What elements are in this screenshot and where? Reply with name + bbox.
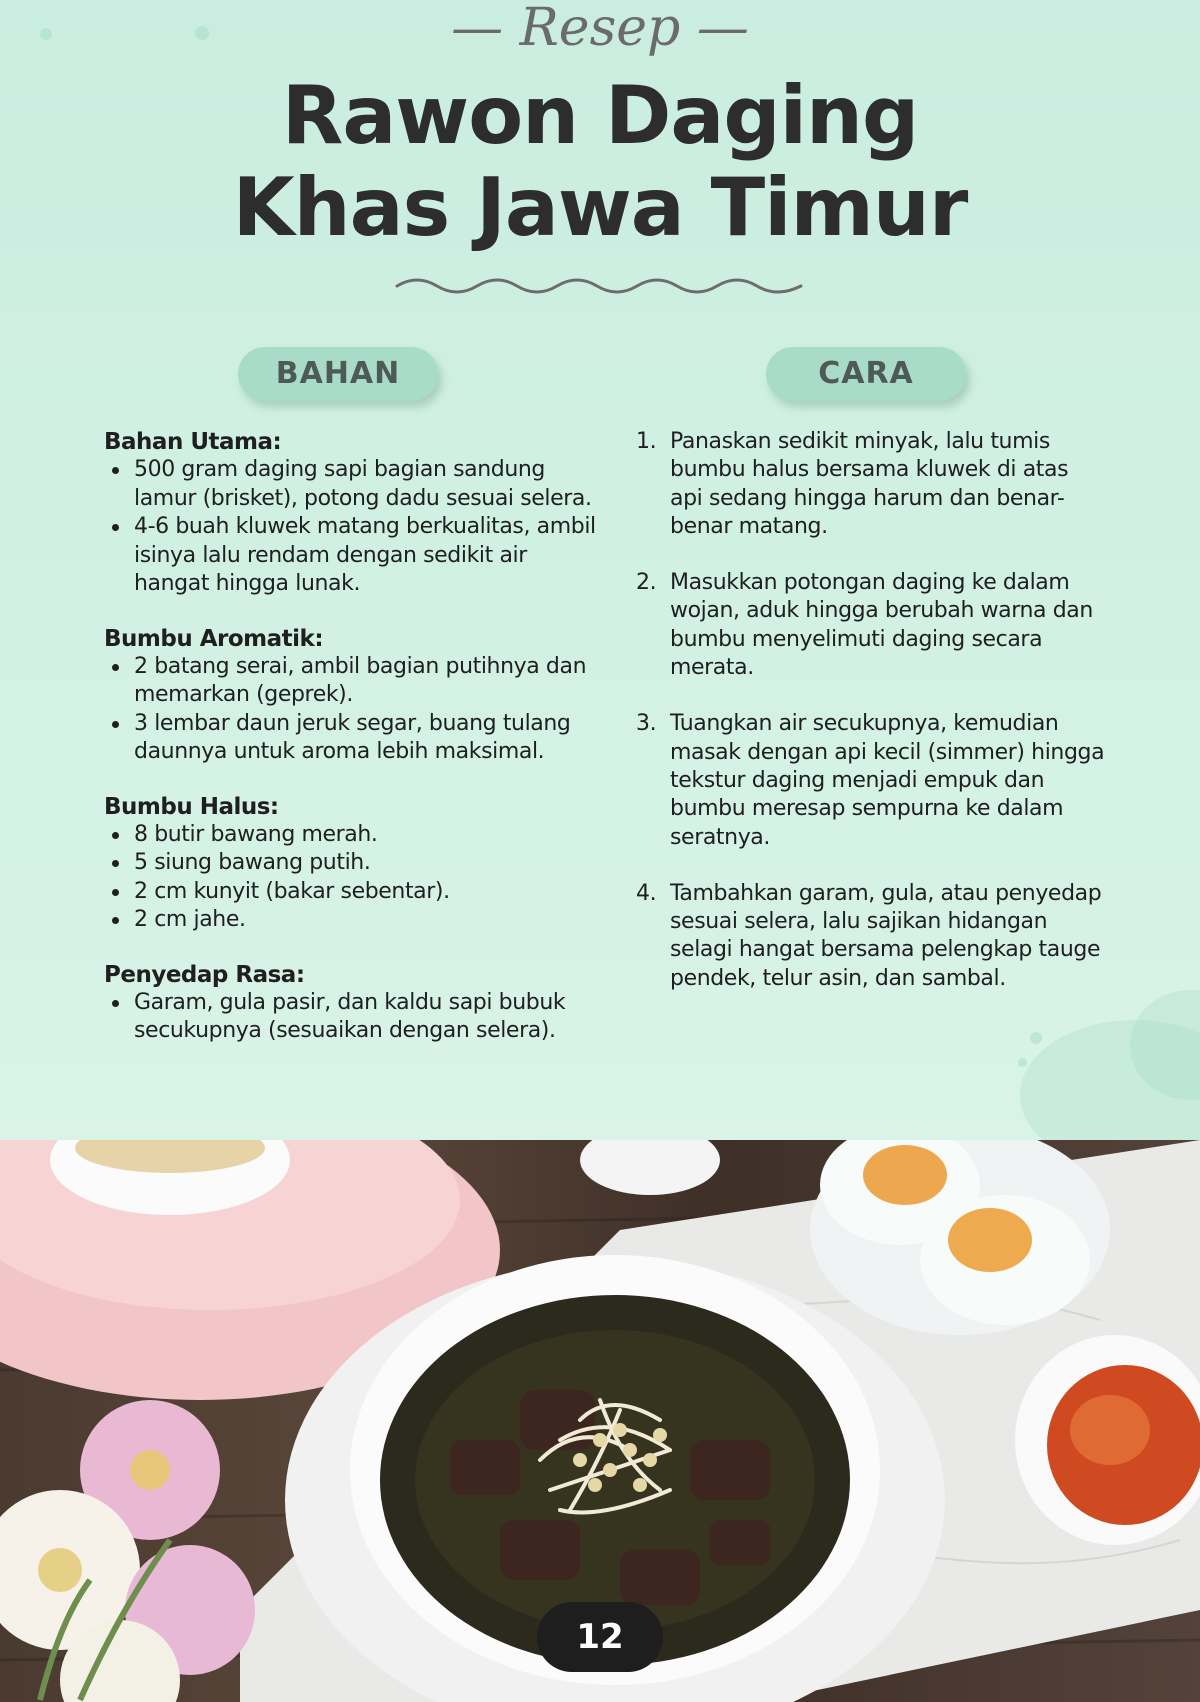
ingredient-group-title: Bumbu Halus: (104, 793, 279, 820)
ingredient-group-aromatic (104, 625, 604, 767)
steps-list (636, 428, 1106, 1021)
ingredient-item: 5 siung bawang putih. (104, 849, 604, 878)
egg-yolk (863, 1145, 947, 1205)
egg-yolk (948, 1208, 1032, 1272)
page-number-badge: 12 (537, 1602, 663, 1672)
watercolor-splash (1030, 1032, 1042, 1044)
step-item (636, 428, 1106, 541)
page-title (0, 70, 1200, 254)
ingredient-group-title: Bahan Utama: (104, 429, 282, 455)
white-cup (580, 1140, 720, 1195)
ingredient-item: 2 cm kunyit (bakar sebentar). (104, 878, 604, 907)
step-number: 3. (636, 711, 657, 737)
ingredient-item: 4-6 buah kluwek matang berkualitas, ambil isinya lalu rendam dengan sedikit air hangat hingga lunak. (104, 513, 604, 599)
step-item (636, 710, 1106, 851)
step-number: 2. (636, 570, 657, 596)
ingredient-group-paste (104, 793, 604, 935)
steps-header: CARA (766, 347, 966, 401)
ingredient-item: 2 batang serai, ambil bagian putihnya dan memarkan (geprek). (104, 653, 604, 710)
step-text: Tuangkan air secukupnya, kemudian masak dengan api kecil (simmer) hingga tekstur daging menjadi empuk dan bumbu meresap sempurna ke dalam seratnya. (670, 711, 1105, 850)
ingredient-group-seasoning (104, 961, 604, 1046)
ingredient-item: Garam, gula pasir, dan kaldu sapi bubuk secukupnya (sesuaikan dengan selera). (104, 989, 604, 1046)
ingredients-list (104, 428, 604, 1072)
ingredient-item: 8 butir bawang merah. (104, 821, 604, 850)
step-text: Masukkan potongan daging ke dalam wojan, aduk hingga berubah warna dan bumbu menyelimuti daging secara merata. (670, 570, 1093, 681)
ingredient-item: 500 gram daging sapi bagian sandung lamur (brisket), potong dadu sesuai selera. (104, 456, 604, 513)
flower-icon (0, 1400, 255, 1702)
step-text: Tambahkan garam, gula, atau penyedap sesuai selera, lalu sajikan hidangan selagi hangat bersama pelengkap tauge pendek, telur asin, dan sambal. (670, 880, 1102, 991)
title-line-1: Rawon Daging (281, 69, 919, 162)
step-text: Panaskan sedikit minyak, lalu tumis bumbu halus bersama kluwek di atas api sedang hingga harum dan benar-benar matang. (670, 429, 1069, 539)
step-item (636, 569, 1106, 682)
ingredient-item: 3 lembar daun jeruk segar, buang tulang daunnya untuk aroma lebih maksimal. (104, 710, 604, 767)
watercolor-splash (1018, 1058, 1027, 1067)
step-number: 4. (636, 880, 657, 906)
ingredients-header: BAHAN (238, 347, 438, 401)
ingredient-group-title: Penyedap Rasa: (104, 961, 305, 988)
step-number: 1. (636, 429, 657, 454)
step-item (636, 880, 1106, 993)
title-line-2: Khas Jawa Timur (232, 161, 968, 254)
recipe-kicker: — Resep — (451, 0, 749, 58)
wavy-divider-icon (395, 272, 805, 300)
sambal (1070, 1395, 1150, 1465)
ingredient-item: 2 cm jahe. (104, 906, 604, 935)
ingredient-group-main (104, 428, 604, 599)
ingredient-group-title: Bumbu Aromatik: (104, 625, 324, 652)
